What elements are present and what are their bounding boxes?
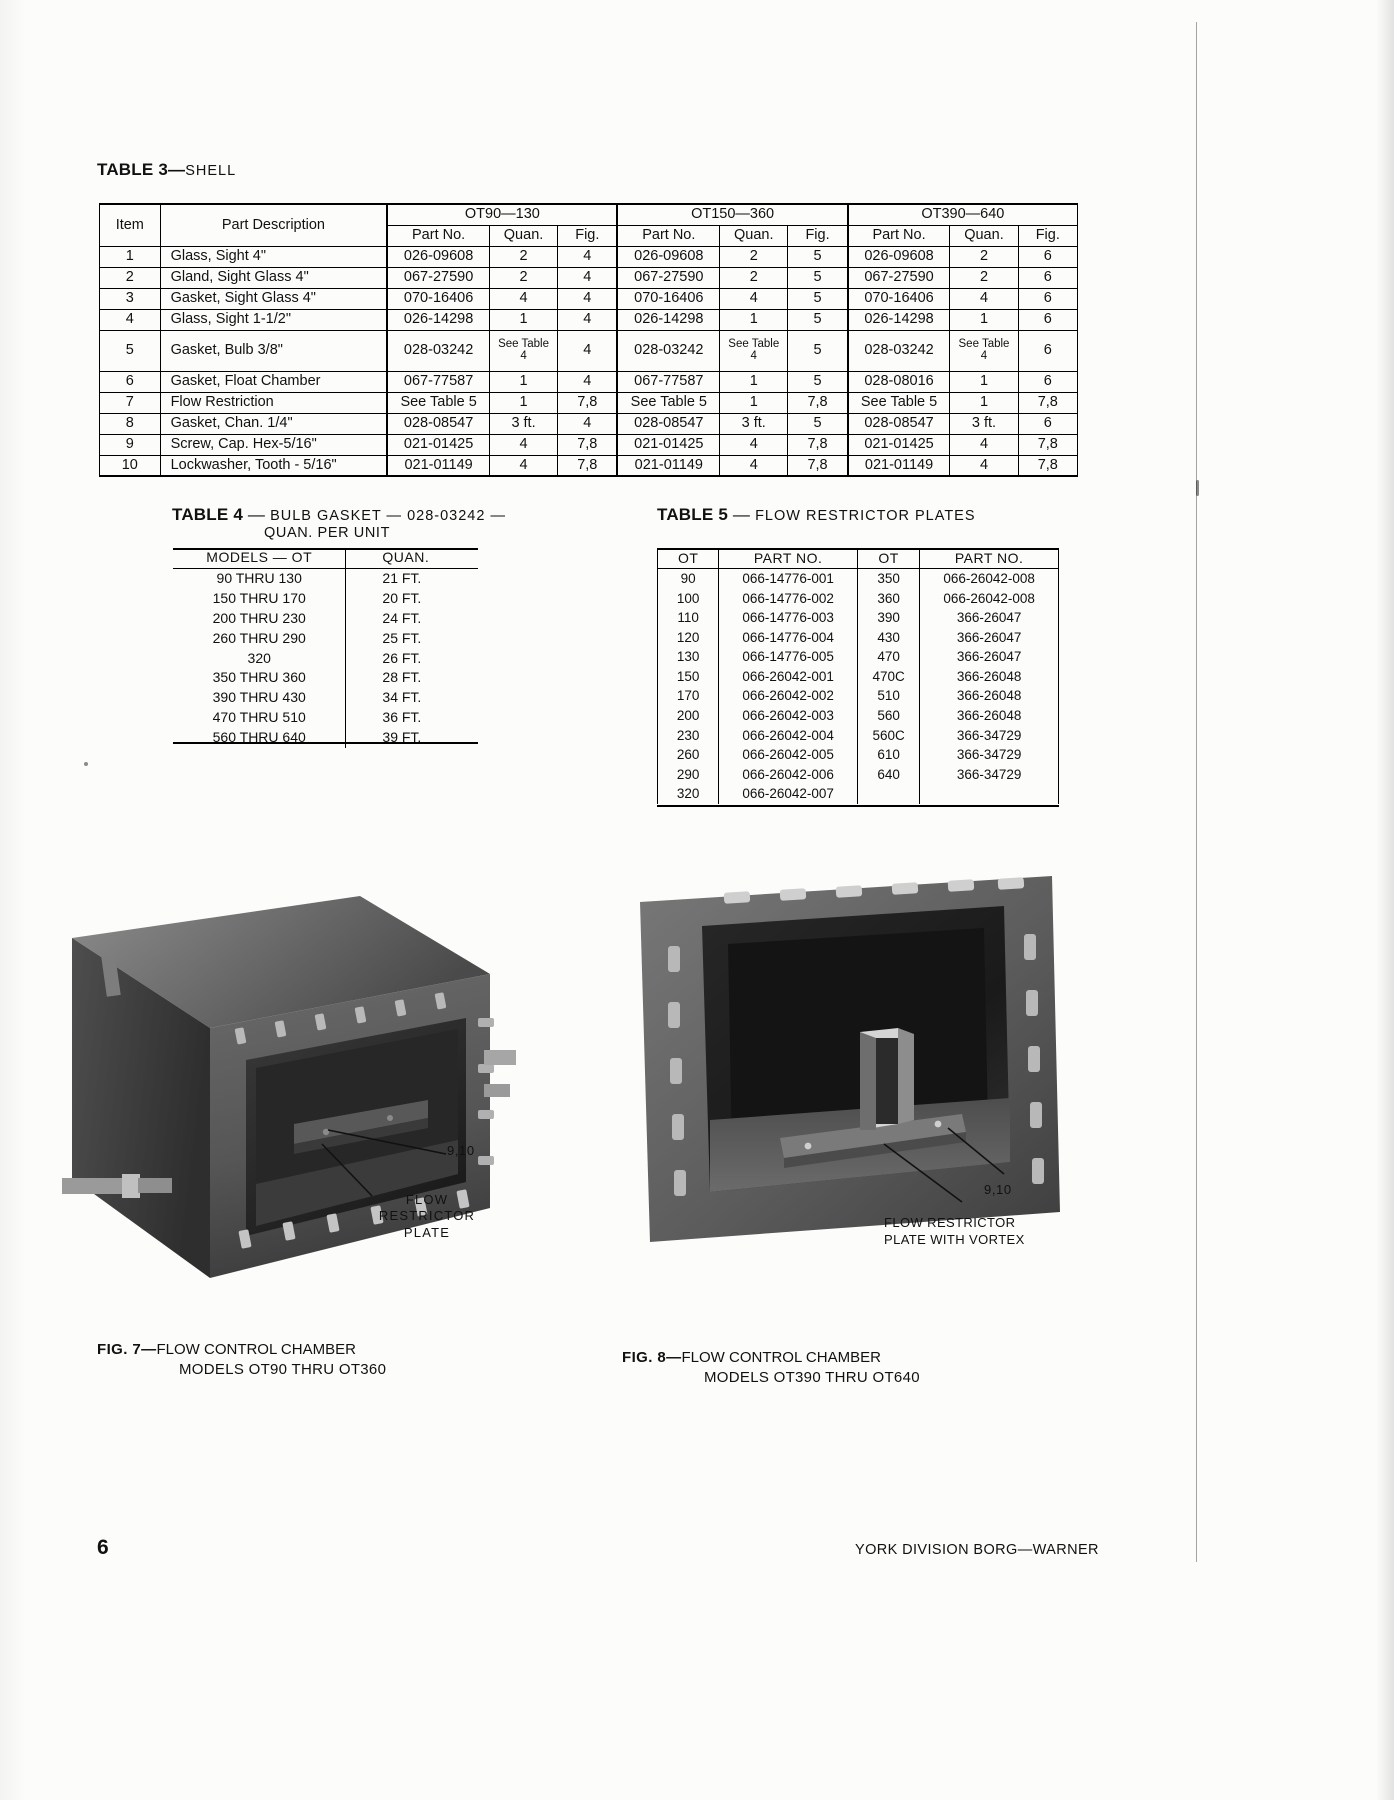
table5-title-rest: FLOW RESTRICTOR PLATES (755, 508, 976, 524)
figure7-caption-line1: FLOW CONTROL CHAMBER (156, 1341, 356, 1358)
cell-part-no-g2: 026-09608 (617, 246, 719, 267)
figure8-caption-label: FIG. 8— (622, 1349, 682, 1366)
th-ot-right: OT (857, 548, 919, 569)
cell-fig-g2: 5 (788, 246, 848, 267)
cell-fig-g2: 7,8 (788, 434, 848, 455)
cell-description: Lockwasher, Tooth - 5/16" (160, 455, 387, 476)
cell-ot-right: 560 (857, 706, 919, 726)
cell-quan-g1: 2 (489, 246, 557, 267)
cell-quan-g3: 4 (950, 434, 1018, 455)
cell-ot-right: 560C (857, 726, 919, 746)
table-row (100, 288, 1078, 309)
cell-part-no-g3: 028-03242 (848, 330, 950, 371)
cell-fig-g3: 6 (1018, 330, 1077, 371)
figure7-caption-line2: MODELS OT90 THRU OT360 (179, 1361, 387, 1379)
cell-part-no-right: 366-26047 (920, 608, 1059, 628)
table-row (658, 608, 1059, 628)
table4-title-main: TABLE 4 (172, 505, 243, 524)
table5-bottom-rule (657, 805, 1059, 807)
cell-quan-g3: 2 (950, 246, 1018, 267)
th-part-no-g3: Part No. (848, 225, 950, 246)
table-row (658, 628, 1059, 648)
cell-quan-g2: 4 (720, 288, 788, 309)
cell-quan-g2: 4 (720, 434, 788, 455)
table-row (173, 668, 478, 688)
cell-description: Gasket, Float Chamber (160, 371, 387, 392)
cell-fig-g1: 4 (558, 413, 618, 434)
cell-models: 470 THRU 510 (173, 708, 346, 728)
table4-title-dash: — (247, 505, 266, 524)
cell-models: 260 THRU 290 (173, 629, 346, 649)
cell-quan: 25 FT. (382, 629, 422, 646)
cell-item: 7 (100, 392, 161, 413)
cell-item: 9 (100, 434, 161, 455)
cell-fig-g3: 6 (1018, 309, 1077, 330)
table-row (658, 765, 1059, 785)
table-row (658, 686, 1059, 706)
cell-part-no-right: 366-26048 (920, 686, 1059, 706)
cell-part-no-g3: See Table 5 (848, 392, 950, 413)
figure8-callout-label (884, 1215, 1099, 1249)
cell-quan-g3: 1 (950, 392, 1018, 413)
cell-ot-right: 470C (857, 667, 919, 687)
cell-fig-g3: 6 (1018, 288, 1077, 309)
cell-part-no-left: 066-14776-003 (719, 608, 858, 628)
cell-item: 6 (100, 371, 161, 392)
cell-part-no-right: 366-34729 (920, 745, 1059, 765)
cell-description: Flow Restriction (160, 392, 387, 413)
cell-fig-g2: 7,8 (788, 455, 848, 476)
cell-ot-left: 90 (658, 569, 719, 589)
table5-title-main: TABLE 5 (657, 505, 728, 524)
cell-quan-g1: 1 (489, 309, 557, 330)
cell-ot-right (857, 784, 919, 804)
cell-description: Gasket, Sight Glass 4" (160, 288, 387, 309)
cell-part-no-g3: 021-01425 (848, 434, 950, 455)
cell-fig-g1: 7,8 (558, 434, 618, 455)
th-quan-g1: Quan. (489, 225, 557, 246)
cell-item: 10 (100, 455, 161, 476)
figure7-caption (97, 1340, 386, 1381)
cell-ot-right: 610 (857, 745, 919, 765)
figure7-callout-line1: FLOW (405, 1192, 449, 1207)
cell-quan-g3: See Table 4 (950, 330, 1018, 371)
th-models: MODELS — OT (173, 548, 346, 568)
cell-fig-g1: 4 (558, 371, 618, 392)
figure7-caption-label: FIG. 7— (97, 1341, 157, 1358)
cell-ot-left: 290 (658, 765, 719, 785)
cell-part-no-g2: 021-01149 (617, 455, 719, 476)
cell-part-no-g3: 026-09608 (848, 246, 950, 267)
cell-quan-g2: 3 ft. (720, 413, 788, 434)
figure8-caption (622, 1348, 920, 1389)
th-fig-g1: Fig. (558, 225, 618, 246)
table-row (658, 647, 1059, 667)
table3-head (100, 204, 1078, 246)
cell-fig-g2: 5 (788, 413, 848, 434)
th-description: Part Description (160, 204, 387, 246)
table4-bulb-gasket (173, 548, 478, 748)
figure8-caption-line1: FLOW CONTROL CHAMBER (681, 1349, 881, 1366)
cell-ot-left: 110 (658, 608, 719, 628)
cell-part-no-g1: 021-01149 (387, 455, 489, 476)
cell-part-no-g3: 021-01149 (848, 455, 950, 476)
cell-part-no-right: 066-26042-008 (920, 589, 1059, 609)
cell-fig-g1: 4 (558, 330, 618, 371)
table4-title (172, 505, 592, 541)
table-row (100, 413, 1078, 434)
cell-fig-g3: 6 (1018, 267, 1077, 288)
table4-title-rest: BULB GASKET — 028-03242 — (270, 508, 506, 524)
cell-ot-right: 640 (857, 765, 919, 785)
cell-item: 5 (100, 330, 161, 371)
cell-fig-g3: 7,8 (1018, 392, 1077, 413)
cell-part-no-g1: 021-01425 (387, 434, 489, 455)
cell-ot-right: 350 (857, 569, 919, 589)
figure7-callout-line2: RESTRICTOR (378, 1208, 476, 1224)
cell-models: 200 THRU 230 (173, 609, 346, 629)
cell-ot-left: 100 (658, 589, 719, 609)
cell-quan-g1: 4 (489, 455, 557, 476)
th-part-no-left: PART NO. (719, 548, 858, 569)
table-row (658, 706, 1059, 726)
table3-group-header-row (100, 204, 1078, 225)
cell-description: Gland, Sight Glass 4" (160, 267, 387, 288)
cell-part-no-left: 066-14776-002 (719, 589, 858, 609)
scan-edge-shadow (1376, 0, 1394, 1800)
cell-part-no-g2: 067-27590 (617, 267, 719, 288)
cell-ot-left: 230 (658, 726, 719, 746)
cell-part-no-left: 066-14776-005 (719, 647, 858, 667)
cell-fig-g2: 5 (788, 288, 848, 309)
th-ot-left: OT (658, 548, 719, 569)
cell-quan-g1: 1 (489, 371, 557, 392)
cell-quan-g3: 1 (950, 371, 1018, 392)
cell-fig-g3: 6 (1018, 413, 1077, 434)
table3-title-sub: SHELL (185, 163, 237, 179)
cell-fig-g3: 7,8 (1018, 455, 1077, 476)
scan-speck (1196, 480, 1199, 496)
cell-models: 560 THRU 640 (173, 728, 346, 748)
cell-part-no-g1: 028-03242 (387, 330, 489, 371)
cell-item: 4 (100, 309, 161, 330)
th-item: Item (100, 204, 161, 246)
cell-part-no-g3: 026-14298 (848, 309, 950, 330)
cell-part-no-left: 066-26042-002 (719, 686, 858, 706)
cell-part-no-g1: 067-27590 (387, 267, 489, 288)
cell-part-no-g2: See Table 5 (617, 392, 719, 413)
cell-part-no-g3: 067-27590 (848, 267, 950, 288)
cell-description: Gasket, Chan. 1/4" (160, 413, 387, 434)
cell-fig-g2: 7,8 (788, 392, 848, 413)
table-row (100, 434, 1078, 455)
cell-part-no-right: 366-26048 (920, 706, 1059, 726)
cell-models: 350 THRU 360 (173, 668, 346, 688)
cell-quan-g2: 1 (720, 371, 788, 392)
figure8-callout-line1: FLOW RESTRICTOR (884, 1215, 1016, 1230)
cell-part-no-left: 066-26042-005 (719, 745, 858, 765)
cell-quan-g2: 1 (720, 392, 788, 413)
cell-fig-g1: 4 (558, 309, 618, 330)
table-row (658, 589, 1059, 609)
cell-part-no-right: 366-34729 (920, 726, 1059, 746)
cell-ot-right: 430 (857, 628, 919, 648)
table-row (658, 667, 1059, 687)
cell-part-no-left: 066-14776-001 (719, 569, 858, 589)
table-row (173, 568, 478, 588)
table3-body (100, 246, 1078, 476)
cell-part-no-g1: 070-16406 (387, 288, 489, 309)
cell-part-no-right (920, 784, 1059, 804)
cell-fig-g3: 6 (1018, 371, 1077, 392)
cell-models: 320 (173, 649, 346, 669)
cell-quan-g3: 4 (950, 288, 1018, 309)
cell-part-no-right: 366-26047 (920, 628, 1059, 648)
table3-title (97, 160, 236, 180)
cell-quan-g3: 3 ft. (950, 413, 1018, 434)
cell-part-no-left: 066-26042-001 (719, 667, 858, 687)
cell-fig-g2: 5 (788, 309, 848, 330)
table-row (100, 371, 1078, 392)
cell-quan-g2: See Table 4 (720, 330, 788, 371)
cell-part-no-g3: 070-16406 (848, 288, 950, 309)
table5-head (658, 548, 1059, 569)
th-quan-g3: Quan. (950, 225, 1018, 246)
table5-body (658, 569, 1059, 804)
figure8-caption-line2: MODELS OT390 THRU OT640 (704, 1369, 920, 1387)
table5-flow-restrictor-plates (657, 548, 1059, 804)
cell-item: 2 (100, 267, 161, 288)
cell-quan-g2: 2 (720, 267, 788, 288)
footer-publisher: YORK DIVISION BORG—WARNER (855, 1542, 1099, 1558)
table4-header-row (173, 548, 478, 568)
th-part-no-g1: Part No. (387, 225, 489, 246)
cell-ot-left: 120 (658, 628, 719, 648)
cell-part-no-g2: 067-77587 (617, 371, 719, 392)
table-row (173, 589, 478, 609)
cell-ot-right: 510 (857, 686, 919, 706)
cell-fig-g1: 4 (558, 288, 618, 309)
th-part-no-right: PART NO. (920, 548, 1059, 569)
cell-quan: 28 FT. (382, 669, 422, 686)
cell-fig-g3: 7,8 (1018, 434, 1077, 455)
th-group-ot90-130: OT90—130 (387, 204, 617, 225)
cell-part-no-left: 066-26042-003 (719, 706, 858, 726)
cell-ot-left: 320 (658, 784, 719, 804)
figure8-callout-number: 9,10 (984, 1182, 1012, 1197)
table-row (658, 745, 1059, 765)
cell-fig-g1: 4 (558, 246, 618, 267)
table5-title-dash: — (732, 505, 751, 524)
table3-title-main: TABLE 3 (97, 160, 168, 179)
cell-part-no-left: 066-26042-007 (719, 784, 858, 804)
cell-item: 3 (100, 288, 161, 309)
cell-ot-left: 170 (658, 686, 719, 706)
cell-quan-g2: 1 (720, 309, 788, 330)
figure7-callout-line3: PLATE (403, 1224, 451, 1240)
cell-item: 1 (100, 246, 161, 267)
figure7-callout-label (352, 1192, 502, 1241)
cell-quan: 36 FT. (382, 709, 422, 726)
table-row (658, 726, 1059, 746)
table4-head (173, 548, 478, 568)
cell-part-no-g1: 026-14298 (387, 309, 489, 330)
cell-part-no-g1: See Table 5 (387, 392, 489, 413)
th-fig-g2: Fig. (788, 225, 848, 246)
th-group-ot390-640: OT390—640 (848, 204, 1078, 225)
cell-part-no-g2: 028-03242 (617, 330, 719, 371)
cell-quan: 34 FT. (382, 689, 422, 706)
cell-fig-g2: 5 (788, 371, 848, 392)
th-quan-g2: Quan. (720, 225, 788, 246)
cell-part-no-left: 066-14776-004 (719, 628, 858, 648)
th-part-no-g2: Part No. (617, 225, 719, 246)
figure7-callout-number: 9,10 (447, 1143, 475, 1158)
cell-ot-right: 360 (857, 589, 919, 609)
cell-description: Gasket, Bulb 3/8" (160, 330, 387, 371)
cell-part-no-g1: 067-77587 (387, 371, 489, 392)
page-number: 6 (97, 1536, 109, 1559)
table-row (173, 649, 478, 669)
cell-part-no-g1: 026-09608 (387, 246, 489, 267)
cell-quan-g1: 1 (489, 392, 557, 413)
table4-title-line2: QUAN. PER UNIT (264, 525, 391, 541)
table-row (173, 728, 478, 748)
cell-quan-g1: See Table 4 (489, 330, 557, 371)
cell-quan-g2: 2 (720, 246, 788, 267)
cell-part-no-right: 366-26047 (920, 647, 1059, 667)
cell-part-no-g2: 021-01425 (617, 434, 719, 455)
cell-description: Glass, Sight 4" (160, 246, 387, 267)
cell-fig-g2: 5 (788, 267, 848, 288)
cell-ot-left: 130 (658, 647, 719, 667)
cell-part-no-g3: 028-08016 (848, 371, 950, 392)
cell-part-no-right: 066-26042-008 (920, 569, 1059, 589)
table-row (100, 309, 1078, 330)
table-row (100, 455, 1078, 476)
cell-quan: 20 FT. (382, 589, 422, 606)
figure8-callout-line2: PLATE WITH VORTEX (884, 1231, 1025, 1247)
table-row (658, 784, 1059, 804)
cell-ot-left: 260 (658, 745, 719, 765)
cell-part-no-right: 366-26048 (920, 667, 1059, 687)
cell-quan-g3: 1 (950, 309, 1018, 330)
cell-ot-right: 390 (857, 608, 919, 628)
cell-models: 150 THRU 170 (173, 589, 346, 609)
cell-part-no-g2: 070-16406 (617, 288, 719, 309)
table5-title (657, 505, 976, 525)
table-row (100, 392, 1078, 413)
th-quan: QUAN. (346, 548, 478, 568)
cell-part-no-left: 066-26042-006 (719, 765, 858, 785)
cell-fig-g2: 5 (788, 330, 848, 371)
table5-header-row (658, 548, 1059, 569)
table-row (100, 267, 1078, 288)
cell-part-no-g3: 028-08547 (848, 413, 950, 434)
cell-fig-g1: 7,8 (558, 455, 618, 476)
scan-speck (84, 762, 88, 766)
table-row (173, 609, 478, 629)
cell-quan-g2: 4 (720, 455, 788, 476)
cell-ot-right: 470 (857, 647, 919, 667)
cell-description: Screw, Cap. Hex-5/16" (160, 434, 387, 455)
scan-margin-line (1196, 22, 1197, 1562)
table-row (100, 330, 1078, 371)
table3-shell (99, 203, 1078, 477)
th-fig-g3: Fig. (1018, 225, 1077, 246)
cell-quan: 26 FT. (382, 649, 422, 666)
cell-part-no-g2: 028-08547 (617, 413, 719, 434)
cell-ot-left: 200 (658, 706, 719, 726)
table-row (173, 708, 478, 728)
cell-part-no-right: 366-34729 (920, 765, 1059, 785)
cell-fig-g1: 4 (558, 267, 618, 288)
cell-quan-g3: 2 (950, 267, 1018, 288)
cell-quan: 24 FT. (382, 609, 422, 626)
th-group-ot150-360: OT150—360 (617, 204, 847, 225)
cell-quan-g3: 4 (950, 455, 1018, 476)
table-row (173, 629, 478, 649)
cell-part-no-g1: 028-08547 (387, 413, 489, 434)
table-row (173, 688, 478, 708)
cell-models: 390 THRU 430 (173, 688, 346, 708)
cell-description: Glass, Sight 1-1/2" (160, 309, 387, 330)
cell-quan-g1: 4 (489, 434, 557, 455)
cell-quan: 39 FT. (382, 729, 422, 746)
cell-fig-g1: 7,8 (558, 392, 618, 413)
table-row (100, 246, 1078, 267)
cell-ot-left: 150 (658, 667, 719, 687)
cell-quan-g1: 4 (489, 288, 557, 309)
cell-fig-g3: 6 (1018, 246, 1077, 267)
cell-quan: 21 FT. (382, 569, 422, 586)
table4-body (173, 568, 478, 748)
cell-quan-g1: 2 (489, 267, 557, 288)
cell-quan-g1: 3 ft. (489, 413, 557, 434)
table3-title-dash: — (167, 160, 186, 179)
cell-models: 90 THRU 130 (173, 568, 346, 588)
cell-part-no-left: 066-26042-004 (719, 726, 858, 746)
cell-item: 8 (100, 413, 161, 434)
cell-part-no-g2: 026-14298 (617, 309, 719, 330)
table-row (658, 569, 1059, 589)
